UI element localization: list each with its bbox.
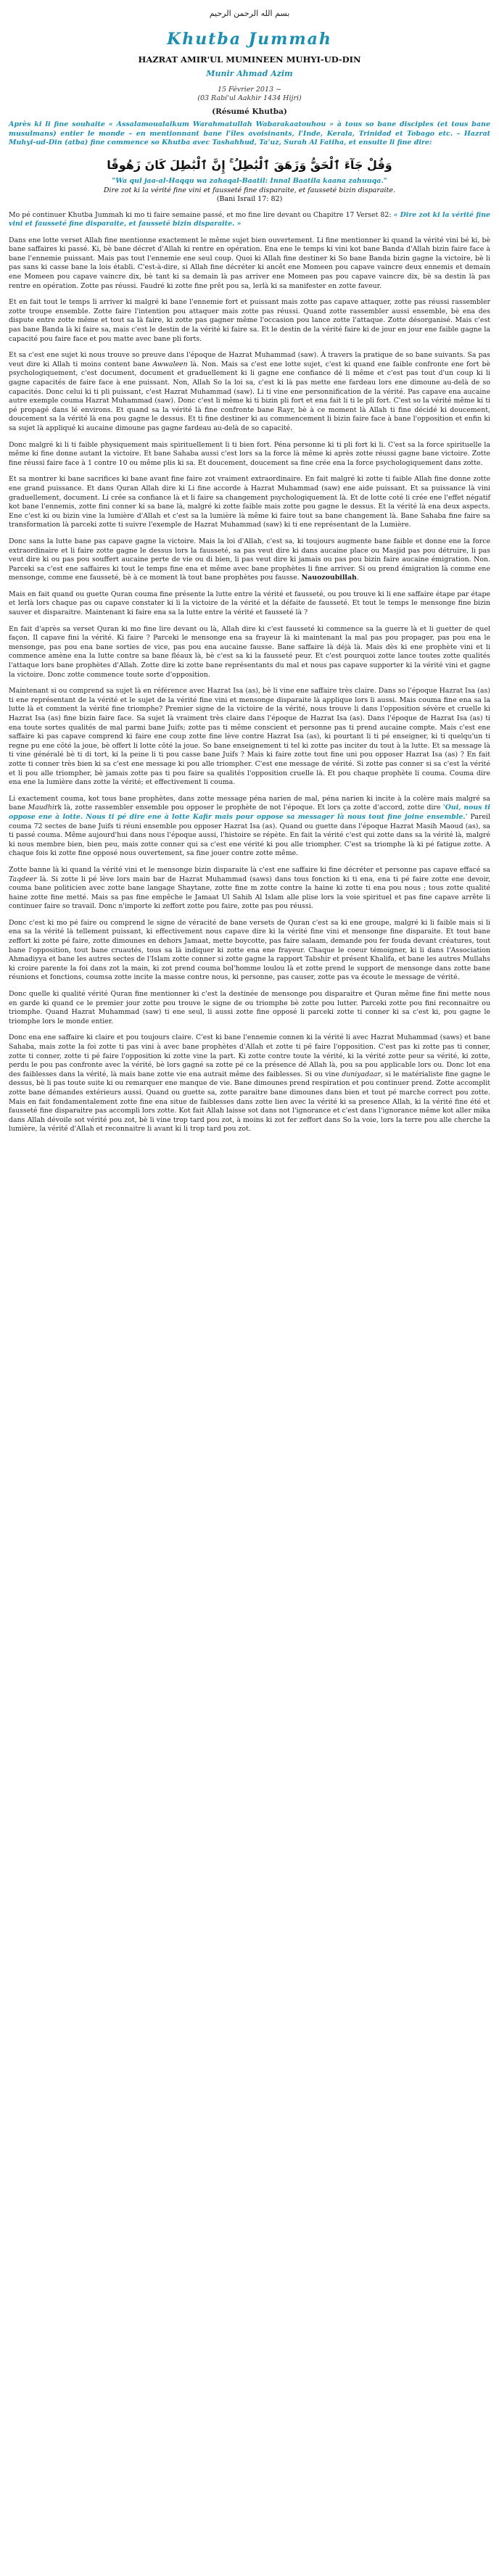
- paragraph-4-text-b: là. Non. Mais sa c'est ene lotte sujet, c'est ki quand ene faible confronte ene fort bè psychologiquement, c'est document, document et graduellement ki li gagne ene confiance dé li même et c'est pas tout d'un coup ki li gagne capacités de faire face à ene puissant. Non, Allah So la loi sa, c'est ki là pas mette ene fardeau lors ene dimoune au-delà de so capacités. Donc celui ki ti pli puissant, c'est Hazrat Muhammad (saw). Li ti vine ene personnification de la vérité. Pas capave ena aucaine autre exemple couma Hazrat Muhammad (saw). Donc c'est li même ki ti bizin pli fort et ena fait li ti le pli fort. C'est so la vérité même ki ti pé propagé dans lé environs. Et quand sa la vérité là fine confronte bane Rayr, bè à ce moment là Allah ti fine décidé ki doucement, doucement sa la vérité là ena pou gagne le dessus. Et ti fine destiner ki au commencement li bizin faire face à bane l'opposition et enfin ki sa sujet là appliqué ki aucaine dimoune pas gagne fardeau au-delà de so capacité.: [9, 360, 490, 432]
- paragraph-4-term: Awwaleen: [152, 360, 188, 368]
- paragraph-15-term: duniyadaar: [342, 1070, 381, 1078]
- paragraph-11-text-c: Pareil couma 72 sectes de bane Juifs ti réuni ensemble pou opposer Hazrat Isa (as). Quand ou guette dans l'époque Hazrat Masih Maoud (as), sa ti passé couma. Même aujourd'hui dans nous l'époque aussi, l'histoire se répète. En fait la vérité c'est qui zotte dans sa la vérité là, malgré ki nous membre bien, bien peu, mais zotte conner qui sa c'est ene vérité ki pou alle triompher. C'est sa triomphe là ki pé fatigue zotte. A chaque fois ki zotte fine opposé nous ouvertement, sa fine jouer contre zotte même.: [9, 812, 490, 858]
- date-hijri: (03 Rabi'ul Aakhir 1434 Hijri): [197, 94, 302, 102]
- quran-verse-transliteration: "Wa qul jaa-al-Haqqu wa zahaqal-Baatil: Innal Baatila kaana zahuuqa.": [112, 176, 387, 185]
- quran-verse-translation: [9, 186, 490, 195]
- paragraph-7-text-a: Donc sans la lutte bane pas capave gagne la victoire. Mais la loi d'Allah, c'est sa, ki toujours augmente bane faible et donne ene la force extraordinaire et li faire zotte gagne le dessus lors la fausseté, sa pas veut dire ki dans aucaine place ou Masjid pas pou détruire, li pas veut dire ki ou pas pou souffert aucaine perte de vie ou di bien, li pas veut dire ki jamais ou pas pou bizin faire aucaine émigration. Non. Parceki sa c'est ene saffaires ki tout le temps fine ena et même avec bane prophètes li fine arriver. Si ou prend émigration là comme ene mensonge, comme ene fausseté, bè à ce moment là tout bane prophètes pou fausse.: [9, 537, 490, 582]
- paragraph-7-term: Nauozoubillah: [301, 574, 357, 582]
- paragraph-6: Et sa montrer ki bane sacrifices ki bane avant fine faire zot vraiment extraordinaire. En fait malgré ki zotte ti faible Allah fine donne zotte ene grand puissance. Et dans Quran Allah dire ki Li fine accorde à Hazrat Muhammad (saw) ene aide puissant. Et sa puissance là vini graduellement, document. Li crée sa confiance là et li faire sa changement psychologiquement là. Et de lotte coté li crée ene l'effet négatif kot bane l'ennemis, zotte fini conner ki sa bane là, malgré ki zotte faible mais zotte pou gagne le dessus. Et la vérité là ena deux aspects. Ene c'est ki ou bizin vine la lumière d'Allah et c'est sa la lumière là même ki faire tout sa bane changement là. Bane Sahaba fine faire sa transformation là parceki zotte ti suivre l'exemple de Hazrat Muhammad (saw) ki ti ene représentant de la Lumière.: [9, 475, 490, 529]
- paragraph-9: En fait d'après sa verset Quran ki mo fine lire devant ou là, Allah dire ki c'est fausseté ki commence sa la guerre là et li guetter de quel façon. Il capave fini la vérité. Ki faire ? Parceki le mensonge ena sa frayeur là ki maintenant la mal pas pou propager, pas pou ena le mensonge, pas pou ena bane sorties de vice, pas pou ena aucaine fausse. Bane saffaire là déjà là. Mais dès ki ene prophète vini et li commence amène ena la lutte contre sa bane fléaux là, bè c'est sa ki la fausseté peur. Et c'est pourquoi zotte lance toutes zotte qualités l'attaque lors bane prophètes d'Allah. Zotte dire ki zotte bane représentants du mal et nous pas capave supporter ki la vérité vini et gagne la victoire. Donc zotte commence toute sorte d'opposition.: [9, 624, 490, 679]
- verse-translation-text: Dire zot ki la vérité fine vini et fausseté fine disparaite, et fausseté bizin disparaite.: [103, 186, 396, 194]
- paragraph-15-text-a: Donc ena ene saffaire ki claire et pou toujours claire. C'est ki bane l'ennemie connen ki la vérité li avec Hazrat Muhammad (saws) et bane Sahaba, mais zotte la foi zotte ti pas vini à avec bane prophètes d'Allah et zotte ti pé faire l'opposition. C'est pas ki zotte pas ti conner, zotte ti conner, zotte ti pé faire l'opposition ki zotte vine la part. Ki zotte contre toute la vérité, ki la vérité zotte peur sa vérité, ki zotte, perdu le pou pas confronte avec la vérité, bè lors gagné sa zotte pé ce la présence dé Allah là, pou sa pou applicable lors ou. Donc lot ena des faiblesses dans la vérité, là mais bane zotte vie ena autrait même des faiblesses. Si ou vine: [9, 1033, 490, 1078]
- author-name: Munir Ahmad Azim: [206, 69, 293, 78]
- paragraph-4-text-a: Et sa c'est ene sujet ki nous trouve so preuve dans l'époque de Hazrat Muhammad (saw). À travers la pratique de so bane suivants. Sa pas veut dire ki Allah ti moins content bane: [9, 351, 490, 368]
- paragraph-10: Maintenant si ou comprend sa sujet là en référence avec Hazrat Isa (as), bè li vine ene saffaire très claire. Dans so l'époque Hazrat Isa (as) ti ene représentant de la vérité et le sujet de la vérité fine vini et mensonge disparaite là applique lors li aussi. Mais couma fine ena sa la lutte là et comment la vérité fine triomphe? Premier signe de la victoire de la vérité, nous trouve li dans l'opposition sévère et cruelle ki Hazrat Isa (as) fine bizin faire face. Sa sujet là vraiment très claire dans l'époque de Hazrat Isa (as). Dans l'époque de Hazrat Isa (as) ti ena toute sortes qualités de mal parmi bane Juifs; zotte pas ti même conscient et personne pas ti prend aucaine compte. Mais c'est ene saffaire ki pas capave comprend ki faire ene coup zotte fine lève contre Hazrat Isa (as), ki pourtant li ti pé enseigner, ki ti quelqu'un ti regne pu ene côté la joue, bè offert li lotte côté la joue. So bane enseignement ti tel ki zotte pas inciter du tout à la lutte. Et sa message là ti vine généralé bè ti di tort, ki la peine li ti pou casse bane Juifs ? Mais ki faire zotte tout fine uni pou opposer Hazrat Isa (as) ? En fait zotte ti conner très bien ki sa c'est ene message ki pou alle triompher. C'est ene message de vérité. Si zotte pas conner si sa c'est la vérité et li pou alle triompher, bè jamais zotte pas ti pou faire sa qualités l'opposition cruelle là. Et pou chaque prophète li couma. Couma dire ena ene la lumière dans zotte la vérité; et effectivement li couma.: [9, 687, 490, 787]
- paragraph-12: [9, 866, 490, 912]
- quran-verse-reference: (Bani Israil 17: 82): [216, 194, 283, 203]
- paragraph-8: Mais en fait quand ou guette Quran couma fine présente la lutte entre la vérité et fausseté, ou pou trouve ki li ene saffaire étape par étape et lerlà lors chaque pas ou capave constater ki li la victoire de la vérité et la défaite de fausseté. Et tout le temps le mensonge fine bizin sauver et disparaitre. Maintenant ki faire ena sa la lutte entre la vérité et fausseté là ?: [9, 590, 490, 617]
- summary-intro: Après ki li fine souhaite « Assalamoualaikum Warahmatullah Wabarakaatouhou » à tous so bane disciples (et tous bane musulmans) entier le monde – en mentionnant bane l'îles avoisinants, l'Inde, Kerala, Trinidad et Tobago etc. – Hazrat Muhyi-ud-Din (atba) fine commence so Khutba avec Tashahhud, Ta'uz, Surah Al Fatiha, et ensuite li fine dire:: [9, 120, 490, 146]
- paragraph-11-quote: 'Oui, nous ti oppose ene à lotte. Nous ti pé dire ene à lotte Kafir mais pour oppose sa messager là nous tout fine joine ensemble.': [9, 804, 490, 821]
- paragraph-15-text-b: , si le matérialiste fine gagne le dessus, bè li pas toute suite ki ou remarquer ene manque de vie. Bane dimounes prend respiration et pou continuer prend. Zotte accomplit zotte bane démandes extérieurs aussi. Quand ou guette sa, zotte paraitre bane dimounes dans bien et tout pé marche correct pou zotte. Mais en fait fondamentalement zotte fine ena situe de faiblesses dans zotte lien avec la vérité ki sa presence Allah, ki la vérité fine été et fausseté fine disparaitre pas accompli lors zotte. Kot fait Allah laisse sot dans not l'ignorance et c'est dans l'ignorance même kot aller mika dans Allah dévoile sot vérité pou zot, bè li vine trop tard pou zot, à moins ki zot fer zeffort dans So la voie, lors la terre pou alle cherche la lumière, la vérité d'Allah et reconnaitre li avant ki li trop tard pou zot.: [9, 1070, 490, 1134]
- paragraph-11-text-b: rk là, zotte rassembler ensemble pou opposer le prophète de not l'époque. Et lors ça zotte d'accord, zotte dire: [54, 804, 443, 812]
- paragraph-2: Dans ene lotte verset Allah fine mentionne exactement le même sujet bien ouvertement. Li fine mentionner ki quand la vérité vini bé ki, bè bane saffaires ki passé. Ki, bè bane décret d'Allah ki rentre en opération. Ena ene le temps ki vini kot bane Banda d'Allah bizin faire face à bane l'ennemie puissant. Mais pas tout l'ennemie ene seul coup. Quoi ki Allah fine destiner ki So bane Banda bizin gagne la victoire, bè li pas sans ki casse bane la lois établi. C'est-à-dire, si Allah fine décréter ki ancêt ene Momeen pou capave vaincre deux ennemis et demain ene Momeen pou capave vaincre dix, bè tant ki sa demain là pas arriver ene Momeen pas pou capave vaincre dix, bè sa destin là pas rentre en opération. Zotte pas réussi. Faudré ki zotte fine prêt pou sa, lerlà ki sa manifester en zotte faveur.: [9, 236, 490, 290]
- bismillah-calligraphy: بسم الله الرحمن الرحيم: [209, 9, 290, 18]
- paragraph-3: Et en fait tout le temps li arriver ki malgré ki bane l'ennemie fort et puissant mais zotte pas capave attaquer, zotte pas réussi rassembler zotte troupe ensemble. Zotte faire l'intention pou attaquer mais zotte pas réussi. Quand zotte rassembler aussi ensemble, bè ena des dispute entre zotte même et tout sa là faire, ki zotte pas gagner même l'occasion pou lance zotte l'attaque. Zotte désorganisé. Mais c'est pas bane Banda là ki faire sa, mais c'est le destin de la vérité ki faire sa. Et le destin de la vérité faire ki de jour en jour ene faible gagne la capacité pou faire face et pou matte avec bane pli forts.: [9, 298, 490, 343]
- page-title: Khutba Jummah: [167, 30, 332, 49]
- summary-title: (Résumé Khutba): [212, 107, 287, 116]
- paragraph-12-text-b: là. Si zotte li pé lève lors main bar de Hazrat Muhammad (saws) dans tous fonction ki ti ena, ena ti pé faire zotte ene devoir, couma bane politicien avec zotte bane langage Shaytane, zotte fine m zotte contre la haine ki zotte ti ena pou nous ; tous zotte qualité haine zotte fine metté. Mais sa pas fine empêche le Jamaat Ul Sahih Al Islam alle plise lors la voie spirituel et pas fine capave arrête li continuer faire so travail. Donc n'importe ki zeffort zotte pou faire, zotte pas pou réussi.: [9, 875, 490, 911]
- paragraph-11-text-a: Li exactement couma, kot tous bane prophètes, dans zotte message péna narien de mal, péna narien ki incite à la colère mais malgré sa bane: [9, 794, 490, 812]
- paragraph-1-text: Mo pé continuer Khutba Jummah ki mo ti faire semaine passé, et mo fine lire devant ou Chapitre 17 Verset 82:: [9, 210, 394, 219]
- paragraph-7-text-b: .: [356, 574, 359, 582]
- paragraph-15: [9, 1033, 490, 1134]
- paragraph-7: [9, 537, 490, 583]
- khutba-document: [0, 0, 499, 1134]
- paragraph-1: [9, 211, 490, 229]
- paragraph-14: Donc quelle ki qualité vérité Quran fine mentionner ki c'est la destinée de mensonge pou disparaitre et Quran même fine fini mette nous en garde ki quand ce le premier jour zotte pou trouve le signe de ou triomphe bè zotte pou lutter. Parceki zotte pou fini reconnaitre ou triomphe. Quand Hazrat Muhammad (saw) ti ene seul, li aussi zotte fine opposé li parceki zotte ti conner ki sa c'est ki, pou gagne le triomphe lors le monde entier.: [9, 990, 490, 1025]
- paragraph-12-text-a: Zotte banne là ki quand la vérité vini et le mensonge bizin disparaite là c'est ene saffaire ki fine décréter et personne pas capave effacé sa: [9, 865, 490, 874]
- paragraph-5: Donc malgré ki li ti faible physiquement mais spirituellement li ti bien fort. Péna personne ki ti pli fort ki li. C'est sa la force spirituelle la même ki fine donne autant la victoire. Et bane Sahaba aussi c'est lors sa la force là même ki après zotte réussi gagne bane victoire. Zotte fine réussi faire face à 1 contre 10 ou même plis ki sa. Et doucement, doucement sa fine crée ena la force psychologiquement dans zotte.: [9, 440, 490, 467]
- quran-verse-arabic: وَقُلْ جَآءَ ٱلْحَقُّ وَزَهَقَ ٱلْبَٰطِلُ ۚ إِنَّ ٱلْبَٰطِلَ كَانَ زَهُوقًا: [107, 157, 392, 172]
- paragraph-11-term: Maudhi: [28, 804, 54, 812]
- paragraph-13: Donc c'est ki mo pé faire ou comprend le signe de véracité de bane versets de Quran c'est sa ki ene groupe, malgré ki li faible mais si li ena sa la vérité là tellement puissant, ki effectivement nous capave dire ki la vérité fine vini et mensonge fine disparaite. Et tout bane zeffort ki zotte pé faire, zotte dimounes en dehors Jamaat, mette boycotte, pas faire salaam, demande pou fer fouda devant créatures, tout bane l'opposition, tout bane cruautés, tous sa là indiquer ki zotte ena ene frayeur. Chaque le coeur témoigner, ki li dans l'Association Ahmadiyya et bane les autres sectes de l'Islam zotte conner si zotte gagne la rapport Tabshir et présent Khalifa, et bane les autres Mullahs ki croire parente la foi dans zot la main, ki zot prend couma bol'homme loulou là et zotte prend le support de mensonge dans zotte bane réunions et fonctions, coumsa zotte incite la masse contre nous, ki personne, pas causer, zotte pas va écoute le message de vérité.: [9, 918, 490, 982]
- date-gregorian: 15 Février 2013 ~: [217, 86, 282, 94]
- paragraph-4: [9, 351, 490, 433]
- paragraph-11: [9, 795, 490, 859]
- page-subtitle: HAZRAT AMIR'UL MUMINEEN MUHYI-UD-DIN: [138, 54, 361, 65]
- paragraph-1-quote: « Dire zot ki la vérité fine vini et fausseté fine disparaite, et fausseté bizin disparaite. »: [9, 210, 490, 228]
- paragraph-12-term: Taqdeer: [9, 875, 37, 883]
